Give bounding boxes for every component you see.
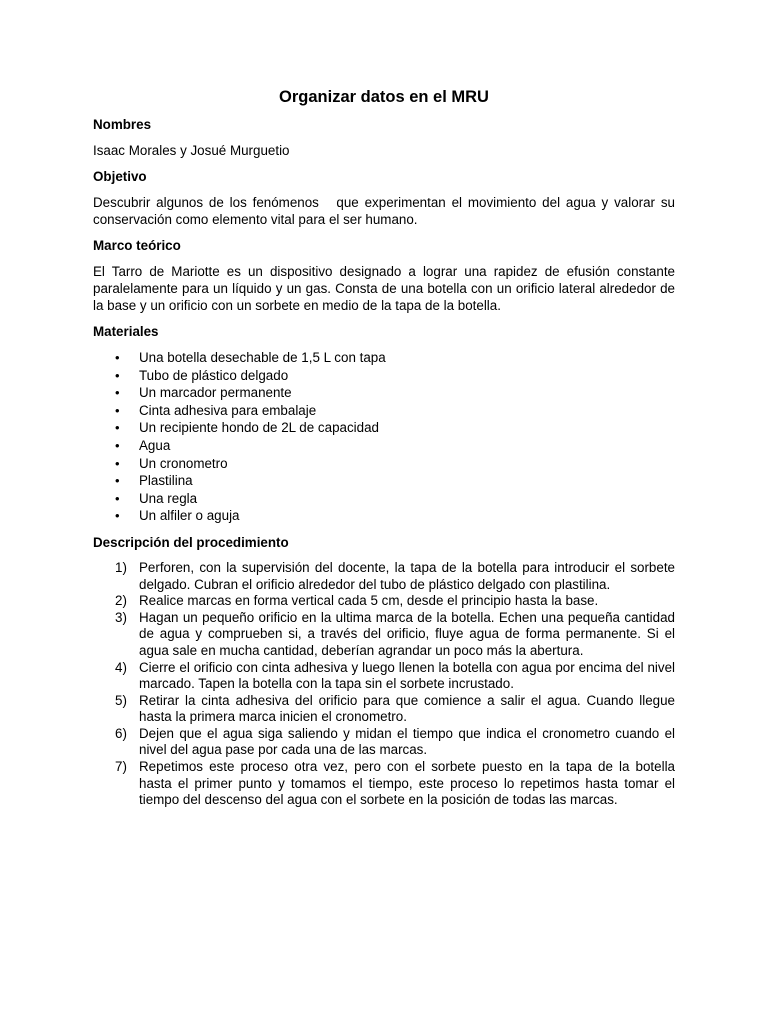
step-number: 3): [115, 609, 127, 625]
list-item: [93, 367, 675, 385]
bullet-icon: •: [115, 402, 120, 418]
step-number: 1): [115, 559, 127, 575]
list-item: [93, 610, 675, 660]
list-item: [93, 490, 675, 508]
objetivo-heading: Objetivo: [93, 169, 147, 184]
document-body: [93, 86, 679, 809]
list-item: [93, 560, 675, 593]
bullet-icon: •: [115, 350, 120, 365]
material-label: Una regla: [139, 490, 198, 506]
material-label: Un alfiler o aguja: [139, 508, 240, 524]
step-number: 4): [115, 659, 127, 675]
list-item: [93, 472, 675, 490]
materiales-heading: Materiales: [93, 324, 159, 339]
material-label: Tubo de plástico delgado: [139, 367, 289, 383]
material-label: Un marcador permanente: [139, 385, 292, 401]
list-item: [93, 693, 675, 726]
bullet-icon: •: [115, 473, 120, 489]
bullet-icon: •: [115, 437, 120, 453]
step-text: Retirar la cinta adhesiva del orificio para que comience a salir el agua. Cuando llegue hasta la primera marca inicien el cronometro.: [139, 692, 675, 725]
bullet-icon: •: [115, 490, 120, 506]
material-label: Un recipiente hondo de 2L de capacidad: [139, 420, 379, 436]
material-label: Plastilina: [139, 473, 193, 489]
step-text: Dejen que el agua siga saliendo y midan el tiempo que indica el cronometro cuando el nivel del agua pase por cada una de las marcas.: [139, 725, 675, 758]
procedimiento-heading: Descripción del procedimiento: [93, 534, 289, 550]
procedure-steps-list: [93, 560, 675, 809]
step-number: 7): [115, 759, 127, 775]
materials-list: [93, 349, 675, 525]
list-item: [93, 726, 675, 759]
step-number: 5): [115, 692, 127, 708]
bullet-icon: •: [115, 420, 120, 436]
nombres-heading: Nombres: [93, 117, 152, 132]
material-label: Una botella desechable de 1,5 L con tapa: [139, 350, 386, 365]
list-item: [93, 660, 675, 693]
nombres-text: Isaac Morales y Josué Murguetio: [93, 143, 290, 158]
list-item: [93, 419, 675, 437]
material-label: Cinta adhesiva para embalaje: [139, 402, 317, 418]
material-label: Agua: [139, 437, 171, 453]
step-text: Realice marcas en forma vertical cada 5 cm, desde el principio hasta la base.: [139, 593, 599, 609]
bullet-icon: •: [115, 508, 120, 524]
list-item: [93, 437, 675, 455]
list-item: [93, 349, 675, 367]
list-item: [93, 455, 675, 473]
list-item: [93, 507, 675, 525]
marco-teorico-text: El Tarro de Mariotte es un dispositivo designado a lograr una rapidez de efusión constante paralelamente para un líquido y un gas. Consta de una botella con un orificio lateral alrededor de la base y un orificio con un sorbete en medio de la tapa de la botella.: [93, 264, 675, 313]
list-item: [93, 402, 675, 420]
material-label: Un cronometro: [139, 455, 228, 471]
list-item: [93, 759, 675, 809]
step-text: Repetimos este proceso otra vez, pero con el sorbete puesto en la tapa de la botella hasta el primer punto y tomamos el tiempo, este proceso lo repetimos hasta tomar el tiempo del descenso del agua con el sorbete en la posición de todas las marcas.: [139, 759, 675, 808]
step-number: 2): [115, 593, 127, 609]
objetivo-text: Descubrir algunos de los fenómenos que experimentan el movimiento del agua y valorar su conservación como elemento vital para el ser humano.: [93, 195, 679, 227]
bullet-icon: •: [115, 367, 120, 383]
step-text: Cierre el orificio con cinta adhesiva y luego llenen la botella con agua por encima del nivel marcado. Tapen la botella con la tapa sin el sorbete incrustado.: [139, 659, 675, 692]
marco-teorico-heading: Marco teórico: [93, 238, 181, 253]
page-title: Organizar datos en el MRU: [279, 88, 489, 106]
bullet-icon: •: [115, 455, 120, 471]
step-text: Perforen, con la supervisión del docente, la tapa de la botella para introducir el sorbete delgado. Cubran el orificio alrededor del tubo de plástico delgado con plastilina.: [139, 559, 675, 592]
step-number: 6): [115, 725, 127, 741]
step-text: Hagan un pequeño orificio en la ultima marca de la botella. Echen una pequeña cantidad de agua y comprueben si, a través del orificio, fluye agua de forma permanente. Si el agua sale en mucha cantidad, deberían agrandar un poco más la abertura.: [139, 609, 675, 658]
list-item: [93, 384, 675, 402]
bullet-icon: •: [115, 385, 120, 401]
list-item: [93, 593, 675, 610]
